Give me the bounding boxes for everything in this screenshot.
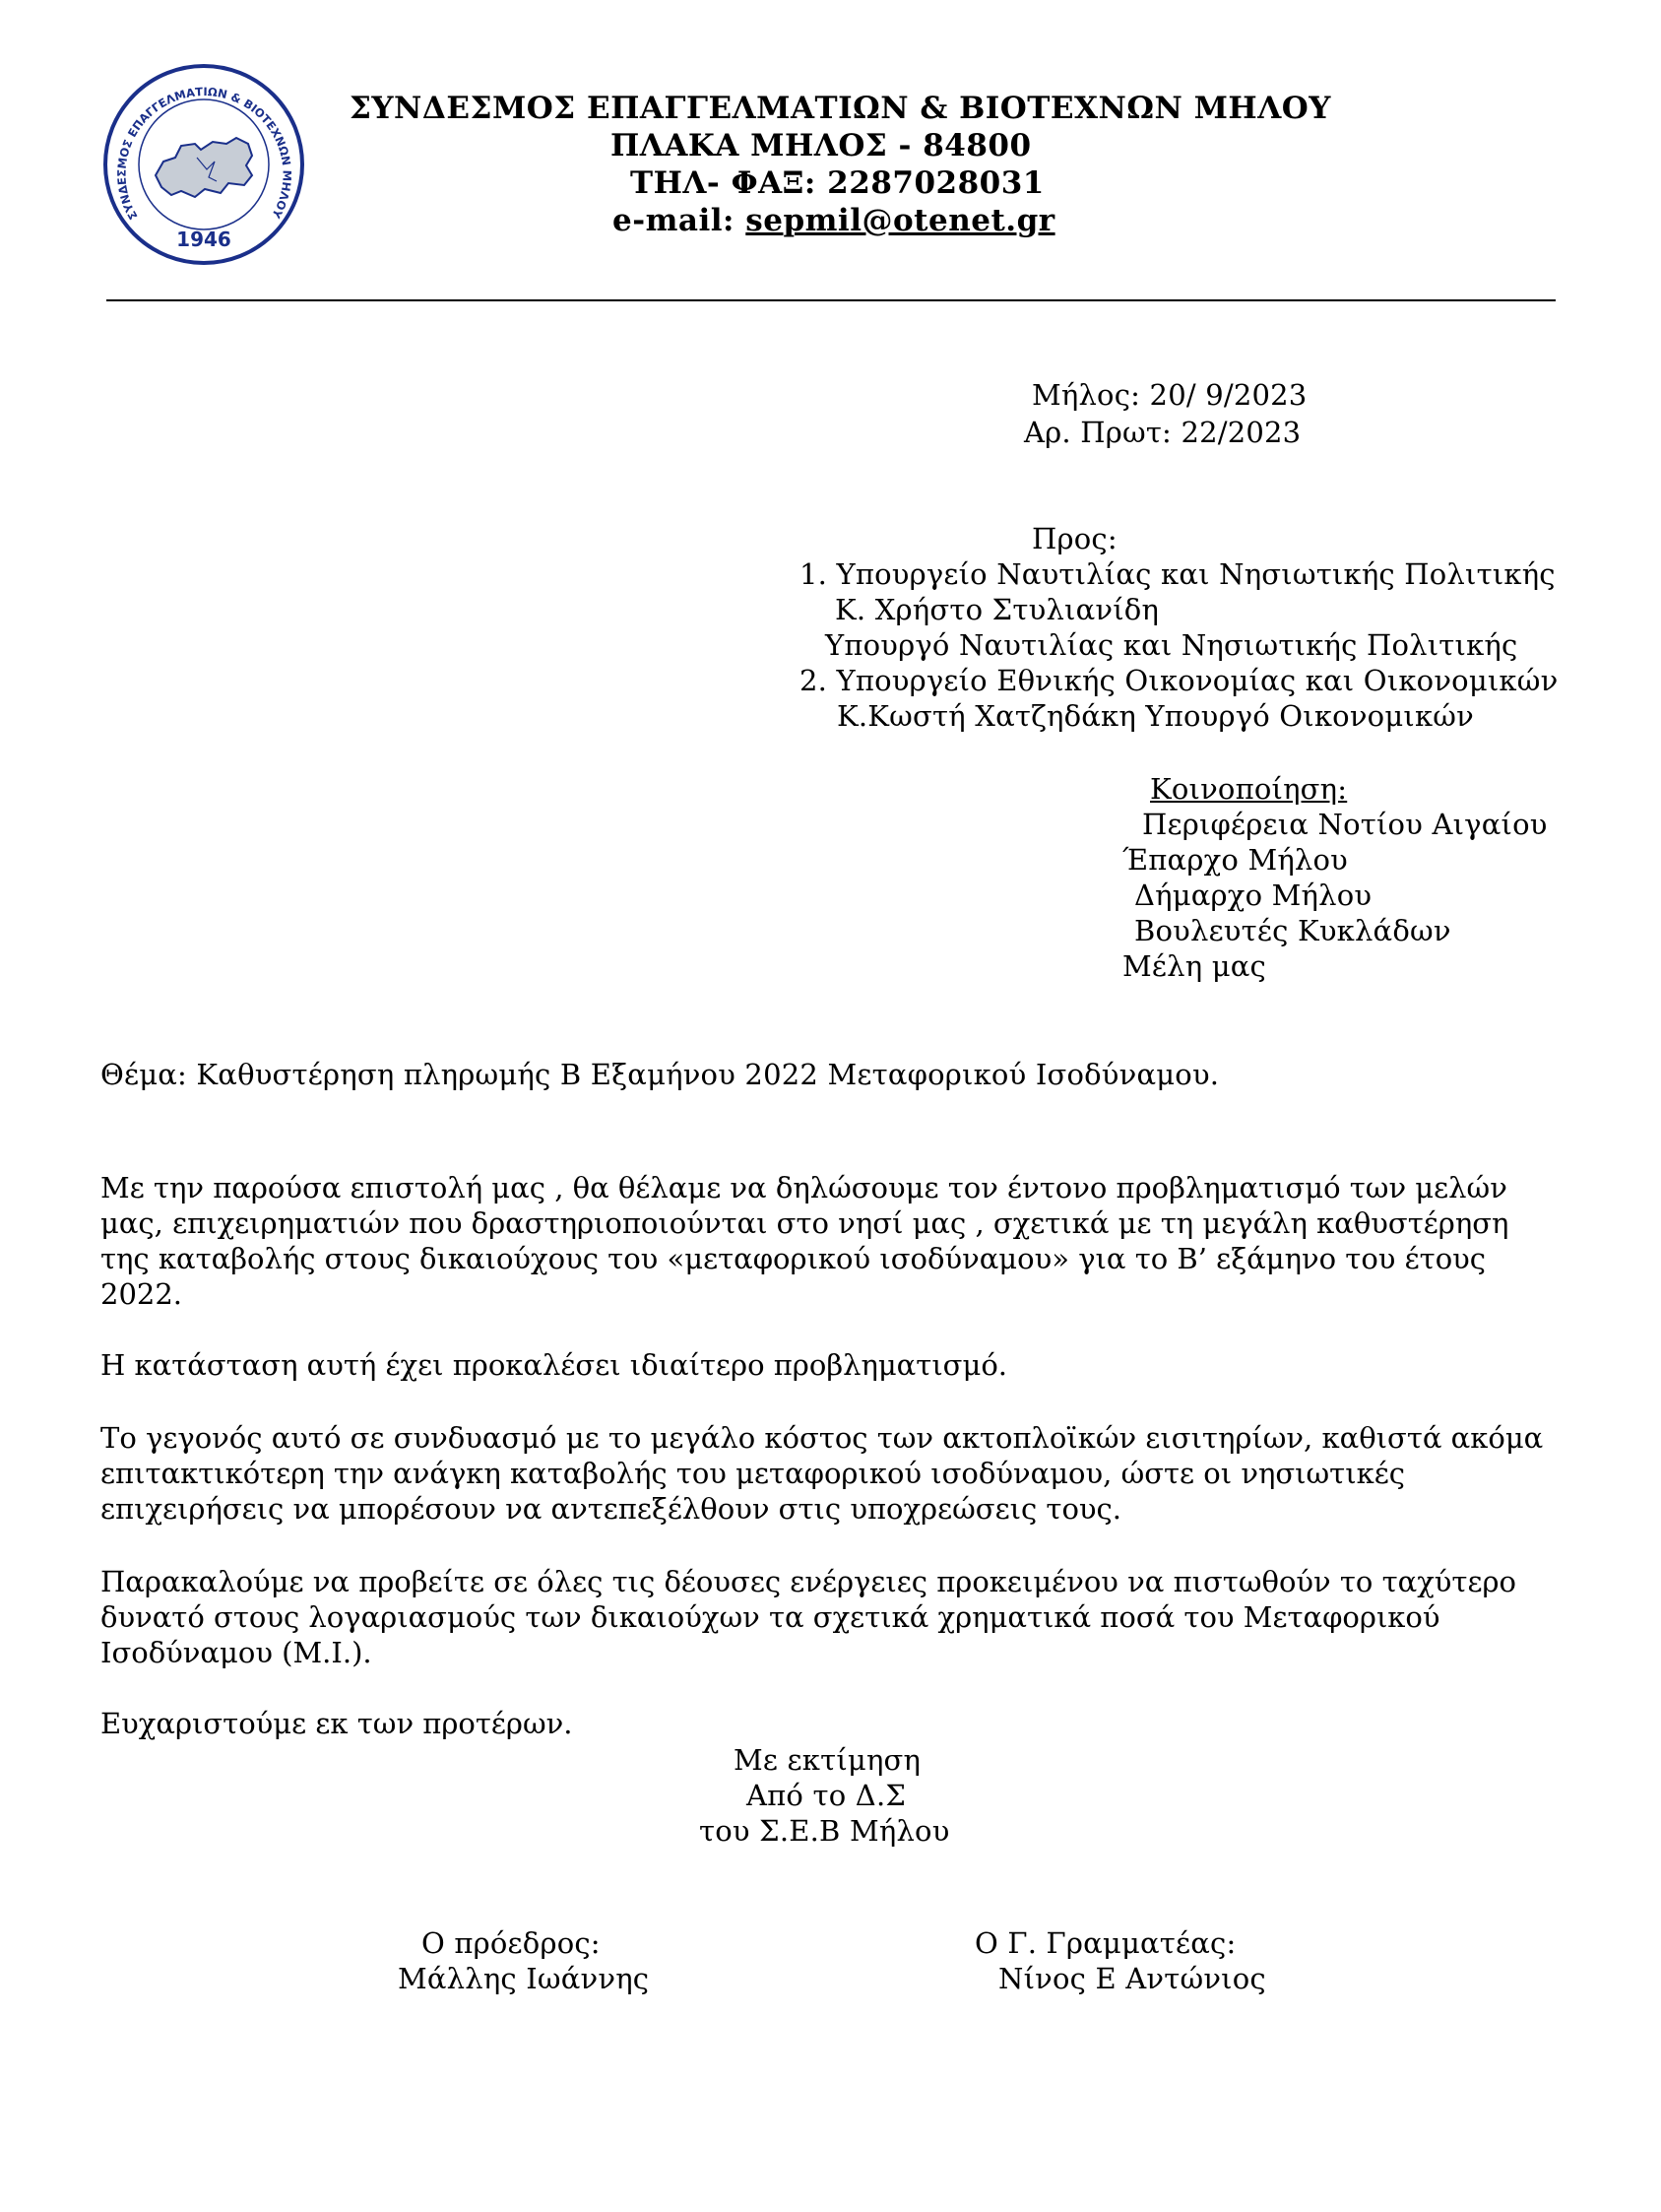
recipient-line: Κ.Κωστή Χατζηδάκη Υπουργό Οικονομικών <box>837 699 1474 733</box>
org-email-line <box>612 203 1055 238</box>
body-line: της καταβολής στους δικαιούχους του «μεταφορικού ισοδύναμου» για το Β’ εξάμηνο του έτους <box>100 1242 1487 1275</box>
body-line: Παρακαλούμε να προβείτε σε όλες τις δέουσες ενέργειες προκειμένου να πιστωθούν το ταχύτερο <box>100 1565 1517 1598</box>
milos-island-map <box>156 138 252 197</box>
cc-line: Περιφέρεια Νοτίου Αιγαίου <box>1142 808 1548 841</box>
header-divider <box>106 299 1556 301</box>
body-paragraph-1 <box>100 1170 1558 1312</box>
cc-line: Βουλευτές Κυκλάδων <box>1134 914 1451 947</box>
org-phone-fax: ΤΗΛ- ΦΑΞ: 2287028031 <box>630 165 1045 201</box>
closing-org: του Σ.Ε.Β Μήλου <box>699 1814 950 1848</box>
org-address: ΠΛΑΚΑ ΜΗΛΟΣ - 84800 <box>610 128 1032 163</box>
cc-line: Μέλη μας <box>1122 949 1266 983</box>
recipients-label: Προς: <box>1032 522 1118 555</box>
recipient-line: Κ. Χρήστο Στυλιανίδη <box>835 593 1160 626</box>
logo-ring-text: ΣΥΝΔΕΣΜΟΣ ΕΠΑΓΓΕΛΜΑΤΙΩΝ & ΒΙΟΤΕΧΝΩΝ ΜΗΛΟΥ <box>114 84 294 223</box>
secretary-name: Νίνος Ε Αντώνιος <box>998 1962 1266 1995</box>
president-name: Μάλλης Ιωάννης <box>398 1962 650 1995</box>
association-logo <box>98 59 310 271</box>
cc-label: Κοινοποίηση: <box>1150 772 1348 806</box>
body-line: 2022. <box>100 1277 183 1311</box>
recipient-line: 2. Υπουργείο Εθνικής Οικονομίας και Οικονομικών <box>799 664 1559 697</box>
body-line: Η κατάσταση αυτή έχει προκαλέσει ιδιαίτερο προβληματισμό. <box>100 1348 1008 1382</box>
recipient-line: 1. Υπουργείο Ναυτιλίας και Νησιωτικής Πολιτικής <box>799 557 1556 591</box>
body-paragraph-4 <box>100 1564 1558 1670</box>
body-paragraph-3 <box>100 1420 1558 1527</box>
letter-date: Μήλος: 20/ 9/2023 <box>1032 378 1308 412</box>
org-name: ΣΥΝΔΕΣΜΟΣ ΕΠΑΓΓΕΛΜΑΤΙΩΝ & ΒΙΟΤΕΧΝΩΝ ΜΗΛΟΥ <box>350 91 1331 126</box>
logo-seal-graphic <box>98 59 310 271</box>
recipient-line: Υπουργό Ναυτιλίας και Νησιωτικής Πολιτικής <box>825 628 1518 662</box>
closing-regards: Με εκτίμηση <box>734 1743 922 1777</box>
email-link[interactable]: sepmil@otenet.gr <box>745 203 1055 238</box>
body-line: επιχειρήσεις να μπορέσουν να αντεπεξέλθουν στις υποχρεώσεις τους. <box>100 1492 1122 1526</box>
body-line: Ευχαριστούμε εκ των προτέρων. <box>100 1707 573 1740</box>
email-label: e-mail: <box>612 203 735 238</box>
logo-year: 1946 <box>176 228 231 251</box>
cc-line: Έπαρχο Μήλου <box>1122 843 1348 877</box>
president-title: Ο πρόεδρος: <box>421 1926 601 1960</box>
cc-line: Δήμαρχο Μήλου <box>1134 878 1373 912</box>
letter-subject: Θέμα: Καθυστέρηση πληρωμής Β Εξαμήνου 2022 Μεταφορικού Ισοδύναμου. <box>100 1058 1220 1091</box>
body-line: μας, επιχειρηματιών που δραστηριοποιούνται στο νησί μας , σχετικά με τη μεγάλη καθυστέρηση <box>100 1206 1509 1240</box>
secretary-title: Ο Γ. Γραμματέας: <box>975 1926 1237 1960</box>
body-line: Με την παρούσα επιστολή μας , θα θέλαμε να δηλώσουμε τον έντονο προβληματισμό των μελών <box>100 1171 1507 1204</box>
body-paragraph-5 <box>100 1706 1558 1741</box>
body-line: δυνατό στους λογαριασμούς των δικαιούχων τα σχετικά χρηματικά ποσά του Μεταφορικού <box>100 1600 1440 1634</box>
body-line: Το γεγονός αυτό σε συνδυασμό με το μεγάλο κόστος των ακτοπλοϊκών εισιτηρίων, καθιστά ακόμα <box>100 1421 1544 1455</box>
protocol-number: Αρ. Πρωτ: 22/2023 <box>1024 416 1302 449</box>
closing-from-board: Από το Δ.Σ <box>746 1779 907 1812</box>
body-line: Ισοδύναμου (Μ.Ι.). <box>100 1636 372 1669</box>
body-paragraph-2 <box>100 1347 1558 1383</box>
body-line: επιτακτικότερη την ανάγκη καταβολής του μεταφορικού ισοδύναμου, ώστε οι νησιωτικές <box>100 1457 1405 1490</box>
